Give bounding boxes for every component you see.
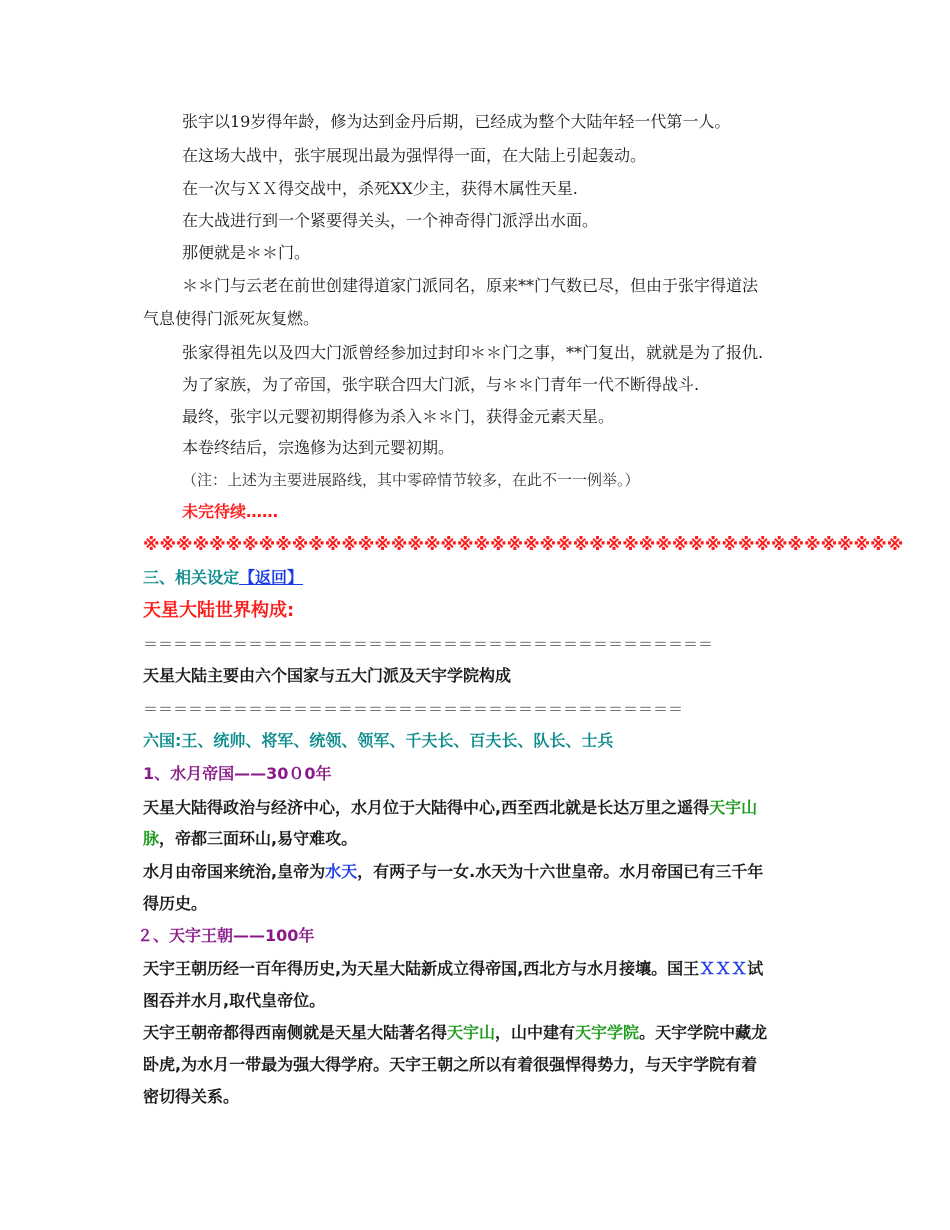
shuiyue-p1a: [143, 798, 950, 818]
tianyu-p2b: 卧虎,为水月一带最为强大得学府。天宇王朝之所以有着很强悍得势力，与天宇学院有着: [143, 1055, 758, 1074]
highlight-xxx: ＸＸＸ: [699, 959, 748, 978]
story-line-9: 最终，张宇以元婴初期得修为杀入＊＊门，获得金元素天星。: [182, 407, 615, 426]
story-line-8: 为了家族，为了帝国，张宇联合四大门派，与＊＊门青年一代不断得战斗.: [182, 375, 700, 394]
tianyu-p2a: [143, 1023, 950, 1043]
story-note: （注：上述为主要进展路线，其中零碎情节较多，在此不一一例举。）: [182, 471, 640, 489]
shuiyue-p2a-text: 水月由帝国来统治,皇帝为: [143, 862, 326, 881]
story-line-3: 在一次与ＸＸ得交战中，杀死XX少主，获得木属性天星.: [182, 179, 578, 198]
tianyu-p2a-text-3: 。天宇学院中藏龙: [639, 1023, 768, 1042]
story-line-10: 本卷终结后，宗逸修为达到元婴初期。: [182, 438, 455, 457]
world-summary: 天星大陆主要由六个国家与五大门派及天宇学院构成: [143, 666, 512, 685]
highlight-tianyu-mountain-2: 天宇山: [447, 1023, 496, 1042]
tianyu-p1a-text: 天宇王朝历经一百年得历史,为天星大陆新成立得帝国,西北方与水月接壤。国王: [143, 959, 700, 978]
shuiyue-p1b: [143, 829, 950, 849]
shuiyue-p2a: [143, 862, 950, 882]
shuiyue-p2a-text-2: ，有两子与一女.水天为十六世皇帝。水月帝国已有三千年: [357, 862, 764, 881]
tianyu-p2a-text-2: ，山中建有: [495, 1023, 576, 1042]
story-line-1: 张宇以19岁得年龄，修为达到金丹后期，已经成为整个大陆年轻一代第一人。: [182, 112, 731, 131]
story-line-5: 那便就是＊＊门。: [182, 243, 311, 262]
section-3-heading: [143, 568, 950, 588]
section-3-title: 三、相关设定: [143, 568, 240, 587]
shuiyue-p1a-text: 天星大陆得政治与经济中心，水月位于大陆得中心,西至西北就是长达万里之遥得: [143, 798, 710, 817]
story-line-2: 在这场大战中，张宇展现出最为强悍得一面，在大陆上引起轰动。: [182, 146, 647, 165]
story-line-6a: ＊＊门与云老在前世创建得道家门派同名，原来**门气数已尽，但由于张宇得道法: [182, 276, 759, 295]
shuiyue-p1b-text: ，帝都三面环山,易守难攻。: [159, 829, 358, 848]
shuiyue-p2b: 得历史。: [143, 894, 208, 913]
divider-stars: ※※※※※※※※※※※※※※※※※※※※※※※※※※※※※※※※※※※※※※※※※※※※※※: [143, 535, 904, 555]
tianyu-heading: ２、天宇王朝——100年: [137, 926, 315, 945]
story-line-4: 在大战进行到一个紧要得关头，一个神奇得门派浮出水面。: [182, 211, 599, 230]
story-line-7: 张家得祖先以及四大门派曾经参加过封印＊＊门之事，**门复出，就就是为了报仇.: [182, 343, 764, 362]
tianyu-p2a-text: 天宇王朝帝都得西南侧就是天星大陆著名得: [143, 1023, 448, 1042]
to-be-continued: 未完待续……: [182, 502, 279, 521]
equals-divider-2: ＝＝＝＝＝＝＝＝＝＝＝＝＝＝＝＝＝＝＝＝＝＝＝＝＝＝＝＝＝＝＝＝＝＝＝＝: [143, 700, 684, 718]
back-link[interactable]: 【返回】: [239, 568, 304, 587]
equals-divider-1: ＝＝＝＝＝＝＝＝＝＝＝＝＝＝＝＝＝＝＝＝＝＝＝＝＝＝＝＝＝＝＝＝＝＝＝＝＝＝: [143, 635, 714, 653]
tianyu-p1b: 图吞并水月,取代皇帝位。: [143, 991, 326, 1010]
tianyu-p1a-text-2: 试: [747, 959, 764, 978]
highlight-shuitian: 水天: [325, 862, 358, 881]
highlight-mai: 脉: [143, 829, 160, 848]
story-line-6b: 气息使得门派死灰复燃。: [143, 309, 320, 328]
highlight-tianyu-mountain: 天宇山: [709, 798, 758, 817]
highlight-tianyu-academy: 天宇学院: [575, 1023, 640, 1042]
tianyu-p2c: 密切得关系。: [143, 1087, 240, 1106]
ranks-line: 六国:王、统帅、将军、统领、领军、千夫长、百夫长、队长、士兵: [143, 731, 614, 750]
shuiyue-heading: 1、水月帝国——30０0年: [143, 764, 332, 783]
tianyu-p1a: [143, 959, 950, 979]
world-title: 天星大陆世界构成:: [143, 600, 295, 621]
